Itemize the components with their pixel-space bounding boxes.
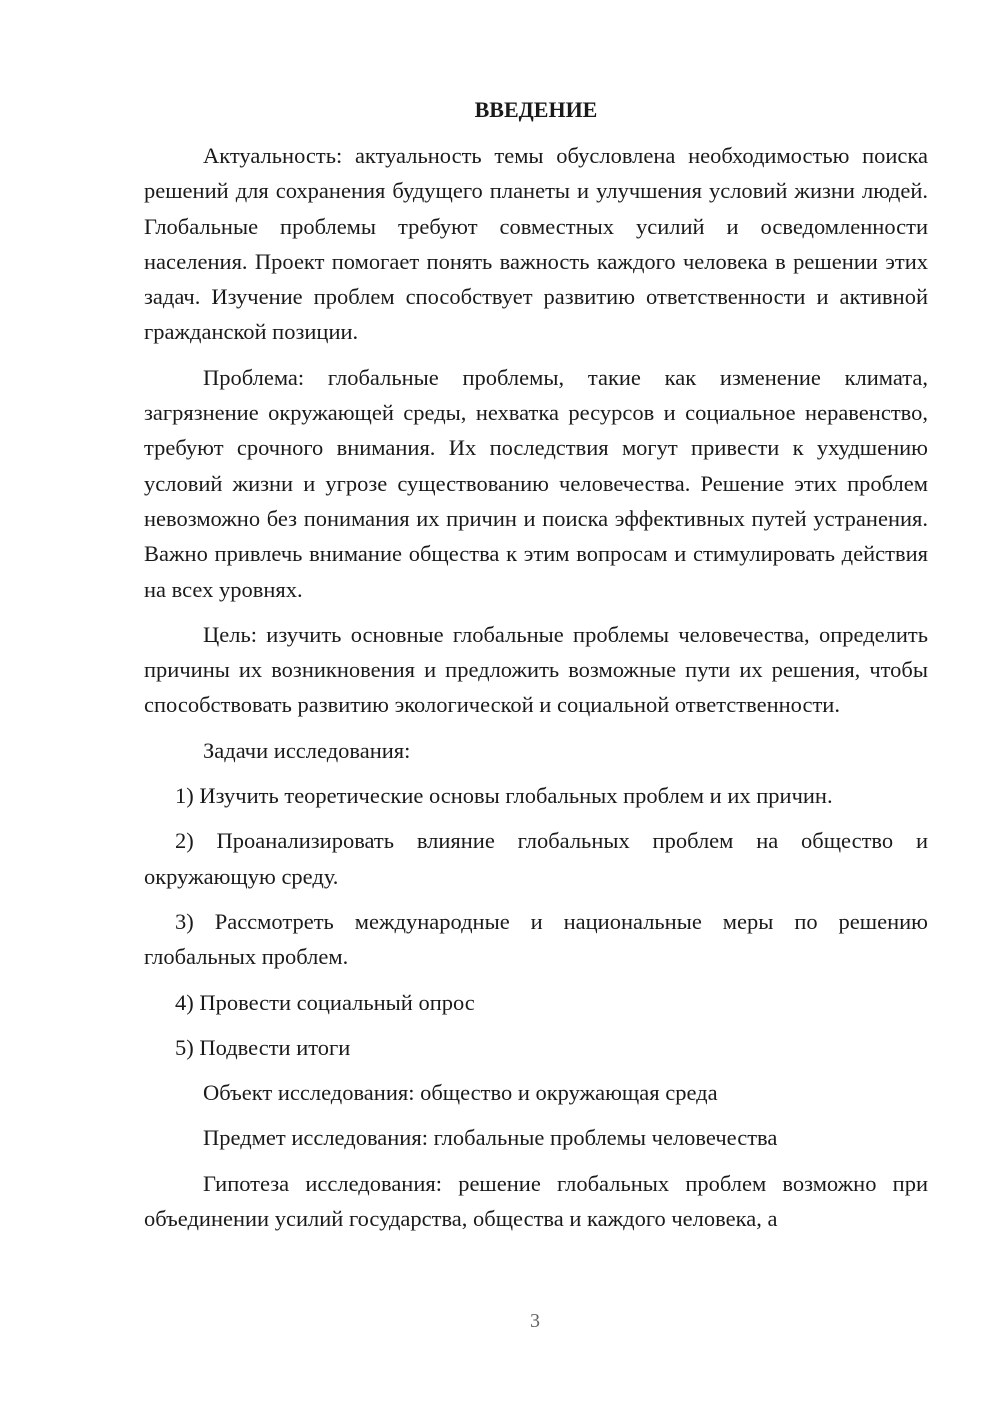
paragraph-goal: Цель: изучить основные глобальные проблемы человечества, определить причины их возникновения и предложить возможные пути их решения, чтобы способствовать развитию экологической и социальной ответственности. xyxy=(144,621,928,718)
paragraph-object: Объект исследования: общество и окружающая среда xyxy=(203,1080,718,1106)
task-item-3: 3) Рассмотреть международные и национальные меры по решению глобальных проблем. xyxy=(144,908,928,970)
page-content xyxy=(144,90,928,1246)
page-number: 3 xyxy=(530,1310,540,1332)
tasks-heading: Задачи исследования: xyxy=(203,737,411,763)
paragraph-relevance: Актуальность: актуальность темы обусловлена необходимостью поиска решений для сохранения будущего планеты и улучшения условий жизни людей. Глобальные проблемы требуют совместных усилий и осведомленности населения. Проект помогает понять важность каждого человека в решении этих задач. Изучение проблем способствует развитию ответственности и активной гражданской позиции. xyxy=(144,143,928,345)
task-item-4: 4) Провести социальный опрос xyxy=(175,989,475,1015)
paragraph-problem: Проблема: глобальные проблемы, такие как изменение климата, загрязнение окружающей среды, нехватка ресурсов и социальное неравенство, требуют срочного внимания. Их последствия могут привести к ухудшению условий жизни и угрозе существованию человечества. Решение этих проблем невозможно без понимания их причин и поиска эффективных путей устранения. Важно привлечь внимание общества к этим вопросам и стимулировать действия на всех уровнях. xyxy=(144,364,928,602)
section-title: ВВЕДЕНИЕ xyxy=(474,97,598,122)
task-item-5: 5) Подвести итоги xyxy=(175,1034,351,1060)
task-item-1: 1) Изучить теоретические основы глобальных проблем и их причин. xyxy=(175,783,833,809)
task-item-2: 2) Проанализировать влияние глобальных проблем на общество и окружающую среду. xyxy=(144,828,928,889)
paragraph-hypothesis: Гипотеза исследования: решение глобальных проблем возможно при объединении усилий государства, общества и каждого человека, а xyxy=(144,1170,928,1232)
paragraph-subject: Предмет исследования: глобальные проблемы человечества xyxy=(203,1125,778,1151)
